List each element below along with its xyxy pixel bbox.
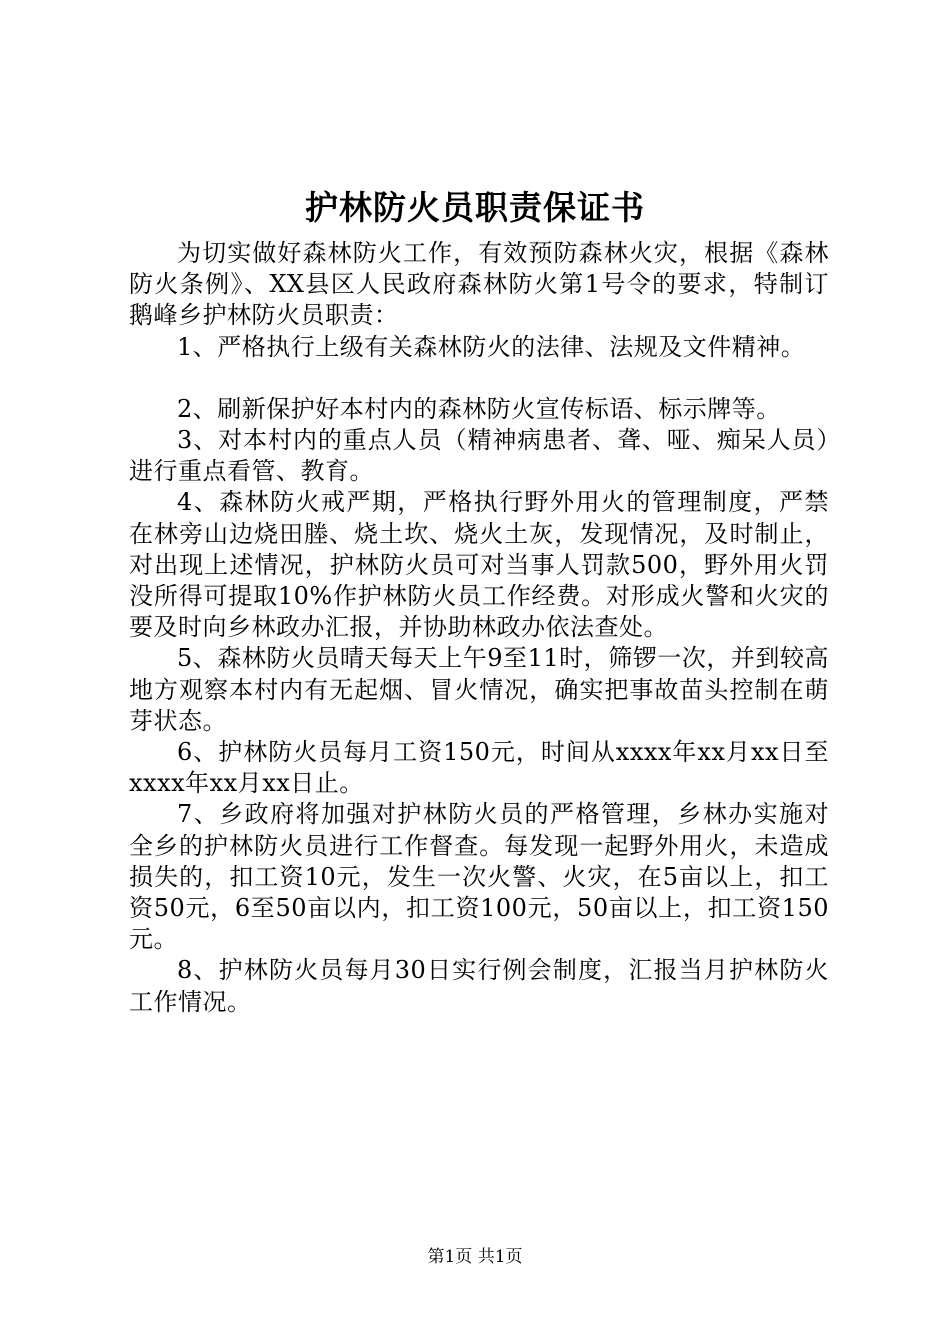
duty-item-1: 1、严格执行上级有关森林防火的法律、法规及文件精神。 — [177, 332, 806, 361]
duty-item-6: 6、护林防火员每月工资150元，时间从xxxx年xx月xx日至xxxx年xx月xx日止。 — [129, 738, 829, 798]
document-body — [129, 238, 829, 1018]
page-number-footer: 第1页 共1页 — [427, 1247, 523, 1267]
duty-item-4: 4、森林防火戒严期，严格执行野外用火的管理制度，严禁在林旁山边烧田塍、烧土坎、烧火土灰，发现情况，及时制止，对出现上述情况，护林防火员可对当事人罚款500，野外用火罚没所得可提取10%作护林防火员工作经费。对形成火警和火灾的要及时向乡林政办汇报，并协助林政办依法查处。 — [129, 488, 829, 642]
duty-item-7: 7、乡政府将加强对护林防火员的严格管理，乡林办实施对全乡的护林防火员进行工作督查。每发现一起野外用火，未造成损失的，扣工资10元，发生一次火警、火灾，在5亩以上，扣工资50元，6至50亩以内，扣工资100元，50亩以上，扣工资150元。 — [129, 800, 829, 954]
duty-item-8: 8、护林防火员每月30日实行例会制度，汇报当月护林防火工作情况。 — [129, 956, 829, 1016]
document-title: 护林防火员职责保证书 — [305, 188, 645, 227]
duty-item-5: 5、森林防火员晴天每天上午9至11时，筛锣一次，并到较高地方观察本村内有无起烟、冒火情况，确实把事故苗头控制在萌芽状态。 — [129, 644, 829, 735]
duty-item-3: 3、对本村内的重点人员（精神病患者、聋、哑、痴呆人员）进行重点看管、教育。 — [129, 426, 829, 486]
duty-item-2: 2、刷新保护好本村内的森林防火宣传标语、标示牌等。 — [177, 394, 781, 423]
intro-paragraph: 为切实做好森林防火工作，有效预防森林火灾，根据《森林防火条例》、XX县区人民政府森林防火第1号令的要求，特制订鹅峰乡护林防火员职责： — [129, 239, 829, 330]
